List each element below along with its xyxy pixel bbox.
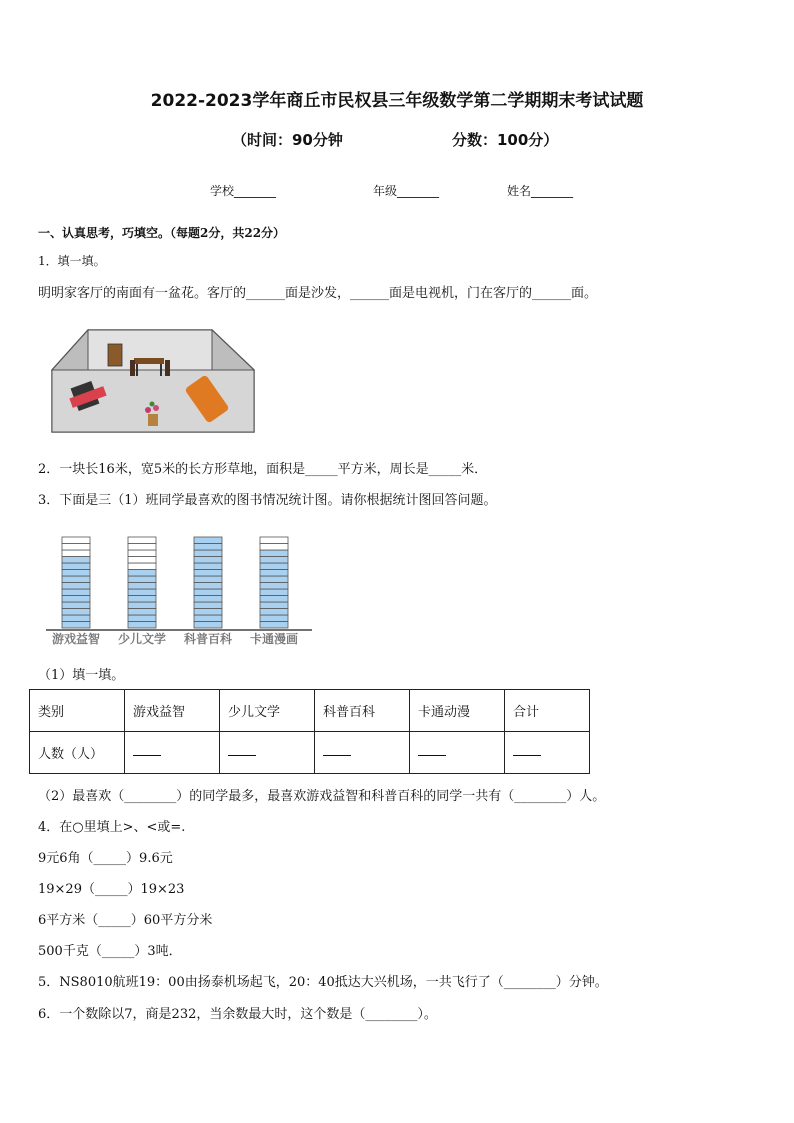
table-cell: 少儿文学	[220, 690, 315, 732]
answer-blank[interactable]	[505, 732, 590, 774]
question-6: 6．一个数除以7，商是232，当余数最大时，这个数是（________）。	[38, 1007, 437, 1022]
bar-cell	[260, 615, 288, 622]
bar-cell	[260, 563, 288, 570]
bar-cell	[128, 576, 156, 583]
question-3-sub1: （1）填一填。	[38, 668, 125, 683]
question-5: 5．NS8010航班19：00由扬泰机场起飞，20：40抵达大兴机场，一共飞行了（________）分钟。	[38, 975, 608, 990]
table-row	[30, 732, 590, 774]
question-1-label: 1．填一填。	[38, 254, 106, 268]
category-label: 少儿文学	[117, 632, 167, 646]
bar-cell	[194, 576, 222, 583]
answer-blank[interactable]	[125, 732, 220, 774]
question-2: 2．一块长16米，宽5米的长方形草地，面积是_____平方米，周长是_____米．	[38, 462, 488, 477]
bar-cell	[128, 622, 156, 629]
bar-cell	[260, 583, 288, 590]
question-3-label: 3．下面是三（1）班同学最喜欢的图书情况统计图。请你根据统计图回答问题。	[38, 493, 497, 508]
bar-3	[194, 537, 222, 628]
question-4-label: 4．在○里填上>、<或=.	[38, 820, 186, 835]
bar-cell	[128, 570, 156, 577]
category-label: 科普百科	[183, 632, 233, 646]
bar-cell	[128, 596, 156, 603]
bar-cell	[194, 609, 222, 616]
bar-1	[62, 537, 90, 628]
bar-cell	[62, 576, 90, 583]
school-field: 学校_______	[210, 184, 277, 198]
book-preference-chart	[36, 518, 326, 650]
bar-cell	[128, 544, 156, 551]
bar-cell	[128, 615, 156, 622]
answer-blank[interactable]	[410, 732, 505, 774]
bar-cell	[260, 537, 288, 544]
bar-4	[260, 537, 288, 628]
bar-cell	[260, 596, 288, 603]
bar-cell	[62, 596, 90, 603]
bar-cell	[194, 583, 222, 590]
living-room-illustration	[44, 322, 268, 440]
bar-cell	[62, 537, 90, 544]
bar-cell	[62, 589, 90, 596]
bar-cell	[128, 609, 156, 616]
table-header-row	[30, 690, 590, 732]
bar-cell	[194, 537, 222, 544]
section-heading: 一、认真思考，巧填空。（每题2分，共22分）	[38, 226, 286, 240]
answer-blank[interactable]	[315, 732, 410, 774]
question-4-item: 19×29（_____）19×23	[38, 882, 185, 897]
category-label: 卡通漫画	[249, 632, 299, 646]
bar-cell	[194, 544, 222, 551]
question-4-item: 9元6角（_____）9.6元	[38, 851, 173, 866]
table-cell: 科普百科	[315, 690, 410, 732]
question-3-sub2: （2）最喜欢（________）的同学最多，最喜欢游戏益智和科普百科的同学一共有（________）人。	[38, 789, 606, 804]
bar-cell	[128, 583, 156, 590]
bar-cell	[128, 563, 156, 570]
bar-cell	[194, 557, 222, 564]
bar-cell	[62, 609, 90, 616]
table-cell: 合计	[505, 690, 590, 732]
bar-2	[128, 537, 156, 628]
bar-cell	[128, 557, 156, 564]
bar-cell	[260, 544, 288, 551]
answer-blank[interactable]	[220, 732, 315, 774]
table-cell-row-label: 人数（人）	[30, 732, 125, 774]
category-label: 游戏益智	[51, 632, 101, 646]
bar-cell	[128, 602, 156, 609]
question-1-text: 明明家客厅的南面有一盆花。客厅的______面是沙发，______面是电视机，门在客厅的______面。	[38, 286, 598, 301]
exam-score: 分数：100分）	[452, 131, 559, 149]
grade-field: 年级_______	[373, 184, 440, 198]
bar-cell	[194, 589, 222, 596]
bar-cell	[62, 550, 90, 557]
bar-cell	[194, 596, 222, 603]
bar-cell	[62, 583, 90, 590]
bar-cell	[62, 602, 90, 609]
bar-cell	[128, 589, 156, 596]
bar-cell	[194, 570, 222, 577]
bar-cell	[194, 615, 222, 622]
table-cell: 类别	[30, 690, 125, 732]
table-cell: 卡通动漫	[410, 690, 505, 732]
bar-cell	[260, 622, 288, 629]
statistics-table	[29, 689, 590, 774]
bar-cell	[260, 576, 288, 583]
bar-cell	[128, 550, 156, 557]
bar-cell	[62, 557, 90, 564]
bar-cell	[260, 602, 288, 609]
bar-cell	[260, 570, 288, 577]
page-title: 2022-2023学年商丘市民权县三年级数学第二学期期末考试试题	[150, 91, 644, 111]
bar-cell	[260, 550, 288, 557]
bar-cell	[260, 589, 288, 596]
bar-cell	[260, 609, 288, 616]
bar-cell	[62, 544, 90, 551]
bar-cell	[62, 570, 90, 577]
table-cell: 游戏益智	[125, 690, 220, 732]
name-field: 姓名_______	[507, 184, 574, 198]
bar-cell	[194, 563, 222, 570]
bar-cell	[62, 615, 90, 622]
bar-cell	[194, 622, 222, 629]
bar-cell	[62, 563, 90, 570]
bar-cell	[194, 602, 222, 609]
bar-cell	[260, 557, 288, 564]
question-4-item: 500千克（_____）3吨．	[38, 944, 182, 959]
exam-time: （时间：90分钟	[232, 131, 343, 149]
bar-cell	[62, 622, 90, 629]
bar-cell	[194, 550, 222, 557]
bar-cell	[128, 537, 156, 544]
question-4-item: 6平方米（_____）60平方分米	[38, 913, 213, 928]
